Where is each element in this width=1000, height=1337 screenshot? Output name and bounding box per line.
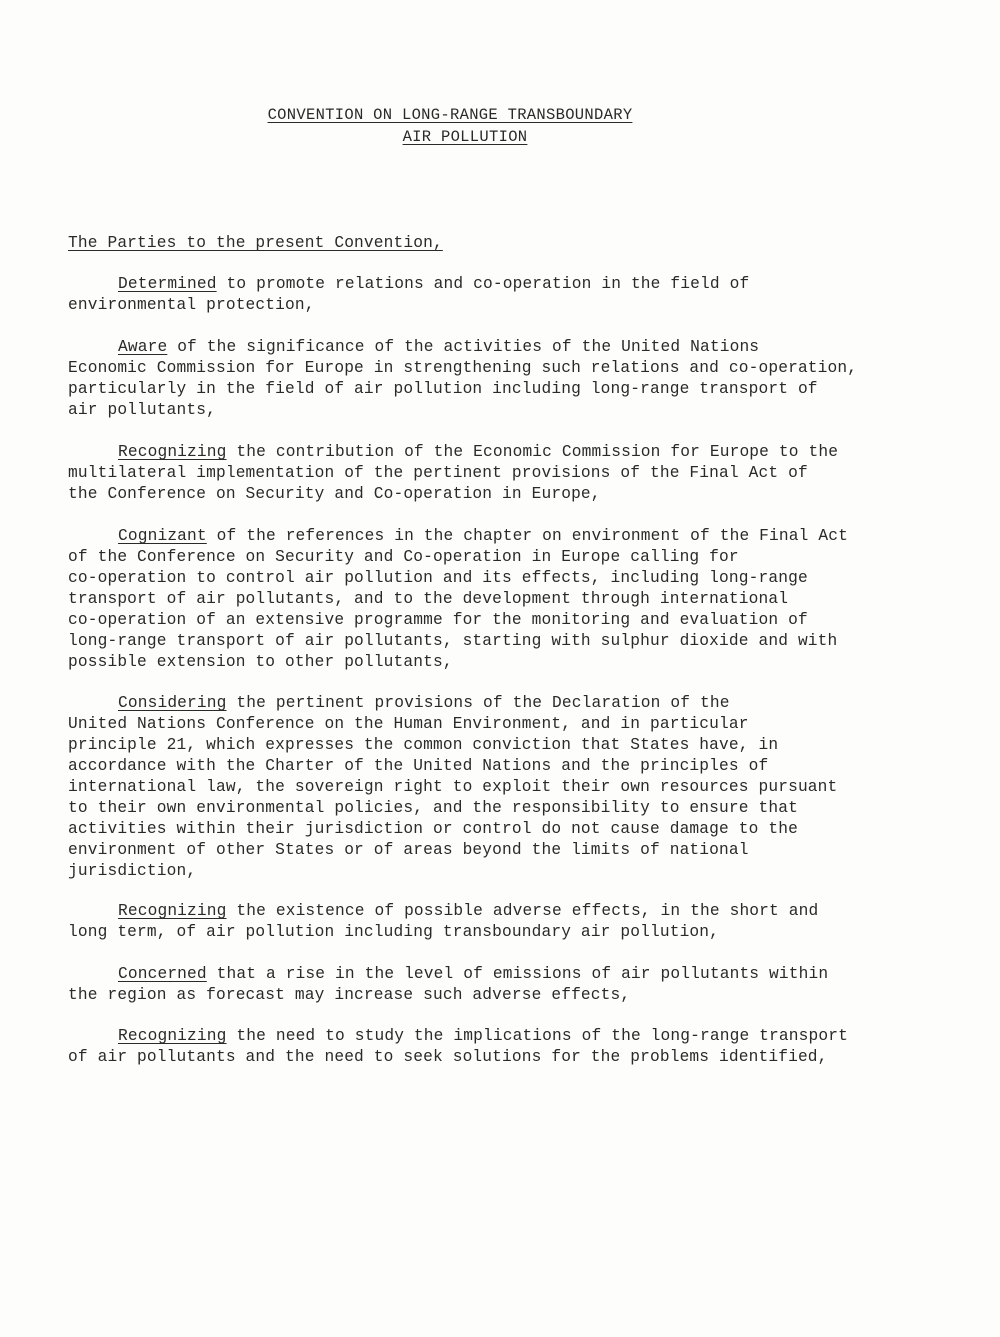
paragraph-keyword: Determined <box>118 275 217 293</box>
preamble-paragraph <box>68 337 898 421</box>
preamble-intro: The Parties to the present Convention, <box>68 234 443 252</box>
paragraph-keyword: Recognizing <box>118 443 227 461</box>
paragraph-text: the Conference on Security and Co-operation in Europe, <box>68 485 601 503</box>
paragraph-text: that a rise in the level of emissions of air pollutants within <box>206 965 829 983</box>
paragraph-keyword: Recognizing <box>118 1027 227 1045</box>
paragraph-text: long-range transport of air pollutants, starting with sulphur dioxide and with <box>68 632 838 650</box>
document-title-line-1: CONVENTION ON LONG-RANGE TRANSBOUNDARY <box>267 106 633 124</box>
paragraph-text: principle 21, which expresses the common conviction that States have, in <box>68 736 779 754</box>
paragraph-keyword: Concerned <box>118 965 207 983</box>
paragraph-text: United Nations Conference on the Human Environment, and in particular <box>68 715 749 733</box>
paragraph-text: the need to study the implications of the long-range transport <box>226 1027 848 1045</box>
paragraph-text: particularly in the field of air pollution including long-range transport of <box>68 380 818 398</box>
paragraph-text: the existence of possible adverse effects, in the short and <box>226 902 819 920</box>
paragraph-text: transport of air pollutants, and to the development through international <box>68 590 789 608</box>
paragraph-keyword: Cognizant <box>118 527 207 545</box>
paragraph-keyword: Considering <box>118 694 227 712</box>
paragraph-keyword: Recognizing <box>118 902 227 920</box>
paragraph-text: international law, the sovereign right to exploit their own resources pursuant <box>68 778 838 796</box>
paragraph-text: of the significance of the activities of the United Nations <box>167 338 760 356</box>
preamble-paragraph <box>68 693 898 882</box>
paragraph-text: the pertinent provisions of the Declaration of the <box>226 694 730 712</box>
paragraph-text: activities within their jurisdiction or control do not cause damage to the <box>68 820 798 838</box>
paragraph-text: to promote relations and co-operation in the field of <box>216 275 750 293</box>
paragraph-text: co-operation to control air pollution and its effects, including long-range <box>68 569 808 587</box>
preamble-paragraph <box>68 442 898 505</box>
paragraph-text: to their own environmental policies, and the responsibility to ensure that <box>68 799 798 817</box>
paragraph-text: the region as forecast may increase such adverse effects, <box>68 986 631 1004</box>
paragraph-text: accordance with the Charter of the United Nations and the principles of <box>68 757 769 775</box>
preamble-paragraph <box>68 1026 898 1068</box>
preamble-paragraph <box>68 964 898 1006</box>
paragraph-text: environmental protection, <box>68 296 315 314</box>
paragraph-text: of the references in the chapter on environment of the Final Act <box>206 527 848 545</box>
paragraph-text: of the Conference on Security and Co-operation in Europe calling for <box>68 548 739 566</box>
paragraph-text: long term, of air pollution including transboundary air pollution, <box>68 923 720 941</box>
paragraph-text: Economic Commission for Europe in strengthening such relations and co-operation, <box>68 359 858 377</box>
preamble-paragraph <box>68 274 898 316</box>
paragraph-text: co-operation of an extensive programme for the monitoring and evaluation of <box>68 611 808 629</box>
paragraph-text: possible extension to other pollutants, <box>68 653 453 671</box>
preamble-paragraph <box>68 526 898 673</box>
paragraph-text: of air pollutants and the need to seek solutions for the problems identified, <box>68 1048 828 1066</box>
paragraph-text: the contribution of the Economic Commission for Europe to the <box>226 443 839 461</box>
paragraph-text: multilateral implementation of the pertinent provisions of the Final Act of <box>68 464 808 482</box>
preamble-paragraph <box>68 901 898 943</box>
paragraph-text: environment of other States or of areas beyond the limits of national <box>68 841 749 859</box>
document-title-line-2: AIR POLLUTION <box>402 128 528 146</box>
paragraph-keyword: Aware <box>118 338 168 356</box>
paragraph-text: air pollutants, <box>68 401 216 419</box>
paragraph-text: jurisdiction, <box>68 862 197 880</box>
